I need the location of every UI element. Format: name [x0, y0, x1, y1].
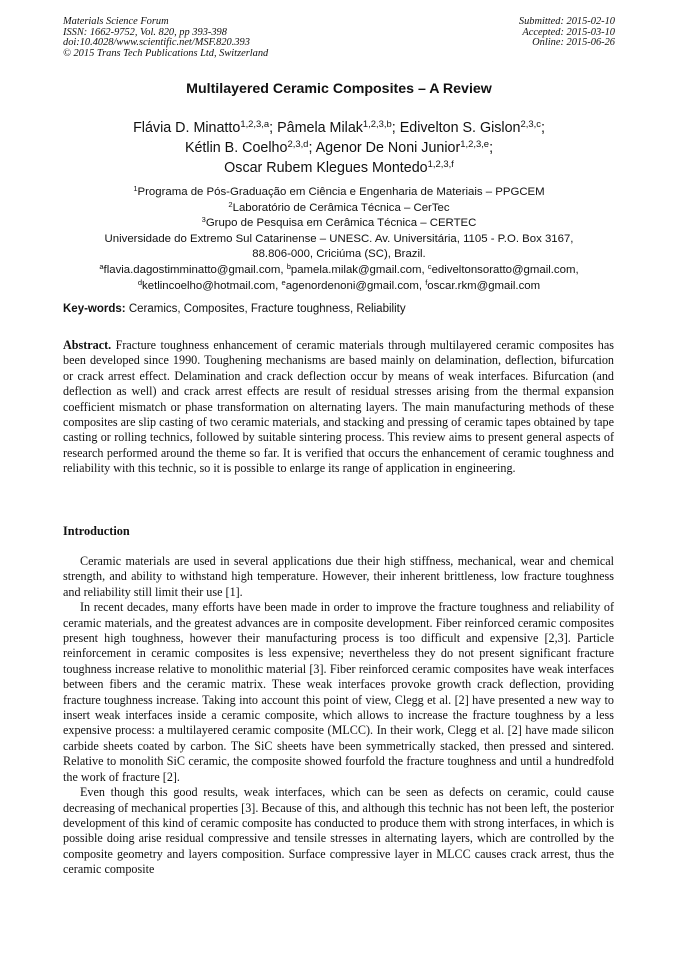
author-line: Kétlin B. Coelho$^{2,3,d}$; Agenor De Noni Junior$^{1,2,3,e}$; [184, 137, 494, 156]
affiliation-line: Universidade do Extremo Sul Catarinense – UNESC. Av. Universitária, 1105 - P.O. Box 3167, [104, 232, 574, 245]
online-date: Online: 2015-06-26 [532, 37, 615, 49]
paragraph: Even though this good results, weak interfaces, which can be seen as defects on ceramic, could cause decreasing of mechanical properties [3]. Because of this, and although this technic has not been left, the posterior development of this kind of ceramic composite has conducted to produce them with strong interfaces, in which is possible doing arise residual compressive and tensile stresses in alternating layers, which are controlled by the composite geometry and layers composition. Surface compressive layer in MLCC causes crack arrest, thus the ceramic composite [63, 785, 614, 877]
journal-doi: doi:10.4028/www.scientific.net/MSF.820.393 [63, 37, 250, 49]
paper-title: Multilayered Ceramic Composites – A Review [186, 81, 492, 97]
author-name: Pâmela Milak [277, 120, 363, 136]
author-name: Agenor De Noni Junior [315, 140, 461, 156]
author-name: Edivelton S. Gislon [399, 120, 521, 136]
affiliations [30, 185, 648, 294]
submitted-date: Submitted: 2015-02-10 [518, 16, 615, 27]
journal-issn: ISSN: 1662-9752, Vol. 820, pp 393-398 [63, 26, 227, 38]
paragraph: Ceramic materials are used in several applications due their high stiffness, mechanical, wear and chemical strength, and ability to withstand high temperature. However, their inherent brittleness, low fracture toughness and reliability still limit their use [1]. [63, 554, 614, 599]
email-line: $^a$flavia.dagostimminatto@gmail.com, $^b$pamela.milak@gmail.com, $^c$ediveltonsoratto@gmail.com, [99, 261, 579, 276]
author-affil-marker: 1,2,3,f [427, 157, 454, 169]
email-link[interactable]: ediveltonsoratto@gmail.com [431, 263, 576, 276]
keywords-text: Ceramics, Composites, Fracture toughness, Reliability [128, 303, 406, 315]
affiliation-line: $^2$Laboratório de Cerâmica Técnica – CerTec [228, 199, 450, 214]
email-link[interactable]: pamela.milak@gmail.com [290, 263, 422, 276]
affiliation-line: $^3$Grupo de Pesquisa em Cerâmica Técnica – CERTEC [201, 215, 477, 230]
email-line: $^d$ketlincoelho@hotmail.com, $^e$agenordenoni@gmail.com, $^f$oscar.rkm@gmail.com [137, 277, 541, 292]
author-affil-marker: 2,3,c [520, 117, 541, 129]
author-name: Oscar Rubem Klegues Montedo [224, 160, 428, 176]
author-affil-marker: 1,2,3,e [460, 137, 490, 149]
abstract [63, 338, 614, 477]
author-line: Flávia D. Minatto$^{1,2,3,a}$; Pâmela Milak$^{1,2,3,b}$; Edivelton S. Gislon$^{2,3,c}$; [133, 117, 545, 136]
introduction-body [63, 554, 614, 878]
author-list [40, 118, 638, 178]
author-affil-marker: 2,3,d [287, 137, 309, 149]
email-link[interactable]: agenordenoni@gmail.com [285, 279, 419, 292]
keywords [63, 303, 406, 315]
keywords-label: Key-words: [63, 303, 126, 315]
journal-copyright: © 2015 Trans Tech Publications Ltd, Switzerland [63, 47, 269, 59]
affiliation-line: 88.806-000, Criciúma (SC), Brazil. [252, 248, 426, 261]
abstract-text: Fracture toughness enhancement of ceramic materials through multilayered ceramic composites has been developed since 1990. Toughening mechanisms are based mainly on delamination, deflection, bifurcation or crack arrest effect. Delamination and crack deflection occur by means of weak interfaces. Bifurcation (and deflection as well) and crack arrest effects are result of residual stresses arising from the thermal expansion coefficient mismatch or phase transformation on alternating layers. The main manufacturing methods of these composites are slip casting of two ceramic materials, and stacking and pressing of ceramic tapes obtained by tape casting or rolling technics, followed by suitable sintering process. This review aims to present general aspects of research performed around the theme so far. It is verified that occurs the enhancement of ceramic toughness and reliability with this technic, so it is possible to enlarge its range of application in engineering. [63, 338, 614, 476]
journal-info [63, 17, 268, 59]
journal-name: Materials Science Forum [63, 16, 169, 27]
author-line [40, 158, 638, 178]
abstract-label: Abstract. [63, 338, 112, 352]
submission-dates [519, 17, 615, 49]
email-link[interactable]: ketlincoelho@hotmail.com [142, 279, 276, 292]
author-affil-marker: 1,2,3,a [240, 117, 270, 129]
email-link[interactable]: oscar.rkm@gmail.com [427, 279, 541, 292]
paragraph: In recent decades, many efforts have been made in order to improve the fracture toughness and reliability of ceramic materials, and the greatest advances are in composite development. Fiber reinforced ceramic composites present high toughness, however their manufacturing process is too difficult and expensive [2,3]. Particle reinforcement in ceramic composites is less expensive; nevertheless they do not present significant fracture toughness increase relative to monolithic material [3]. Fiber reinforced ceramic composites have weak interfaces between fibers and the ceramic matrix. These weak interfaces provoke growth crack deflection, providing fracture toughness increase. Taking into account this point of view, Clegg et al. [2] have presented a new way to insert weak interfaces inside a ceramic composite, which allows to increase the fracture toughness by a less expensive process: a multilayered ceramic composite (MLCC). In their work, Clegg et al. [2] have made silicon carbide sheets coated by carbon. The SiC sheets have been symmetrically stacked, then pressed and sintered. Relative to monolith SiC ceramic, the composite showed fourfold the fracture toughness and until a hundredfold the work of fracture [2]. [63, 600, 614, 784]
author-name: Flávia D. Minatto [133, 120, 241, 136]
section-heading: Introduction [63, 524, 130, 538]
affiliation-line: $^1$Programa de Pós-Graduação em Ciência e Engenharia de Materiais – PPGCEM [133, 183, 545, 198]
author-name: Kétlin B. Coelho [184, 140, 288, 156]
accepted-date: Accepted: 2015-03-10 [522, 26, 615, 38]
email-link[interactable]: flavia.dagostimminatto@gmail.com [103, 263, 281, 276]
author-affil-marker: 1,2,3,b [362, 117, 392, 129]
